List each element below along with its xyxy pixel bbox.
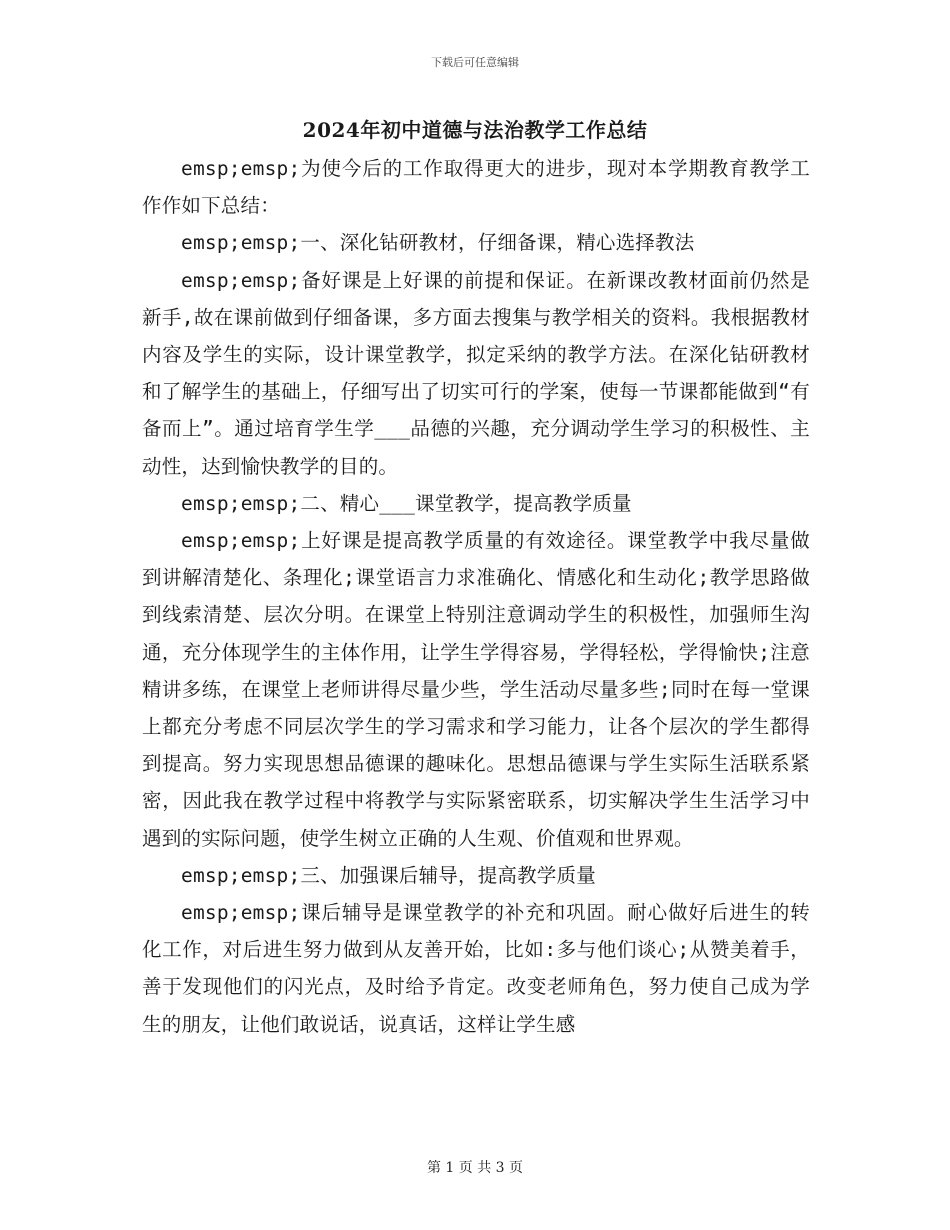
paragraph-section-2: emsp;emsp;上好课是提高教学质量的有效途径。课堂教学中我尽量做到讲解清楚化、条理化;课堂语言力求准确化、情感化和生动化;教学思路做到线索清楚、层次分明。在课堂上特别注意调动学生的积极性，加强师生沟通，充分体现学生的主体作用，让学生学得容易，学得轻松，学得愉快;注意精讲多练，在课堂上老师讲得尽量少些，学生活动尽量多些;同时在每一堂课上都充分考虑不同层次学生的学习需求和学习能力，让各个层次的学生都得到提高。努力实现思想品德课的趣味化。思想品德课与学生实际生活联系紧密，因此我在教学过程中将教学与实际紧密联系，切实解决学生生活学习中遇到的实际问题，使学生树立正确的人生观、价值观和世界观。 [142,529,810,850]
section-heading-3: emsp;emsp;三、加强课后辅导，提高教学质量 [181,863,596,887]
paragraph-section-3: emsp;emsp;课后辅导是课堂教学的补充和巩固。耐心做好后进生的转化工作，对后进生努力做到从友善开始，比如:多与他们谈心;从赞美着手，善于发现他们的闪光点，及时给予肯定。改变老师角色，努力使自己成为学生的朋友，让他们敢说话，说真话，这样让学生感 [142,901,810,1036]
header-note: 下载后可任意编辑 [431,56,519,69]
document-title: 2024年初中道德与法治教学工作总结 [302,118,648,142]
section-heading-1: emsp;emsp;一、深化钻研教材，仔细备课，精心选择教法 [181,231,695,255]
section-heading-2: emsp;emsp;二、精心___课堂教学，提高教学质量 [181,491,632,515]
document-body [142,150,810,1043]
page-number-footer: 第 1 页 共 3 页 [426,1160,524,1176]
paragraph-section-1: emsp;emsp;备好课是上好课的前提和保证。在新课改教材面前仍然是新手,故在课前做到仔细备课，多方面去搜集与教学相关的资料。我根据教材内容及学生的实际，设计课堂教学，拟定采纳的教学方法。在深化钻研教材和了解学生的基础上，仔细写出了切实可行的学案，使每一节课都能做到“有备而上”。通过培育学生学___品德的兴趣，充分调动学生学习的积极性、主动性，达到愉快教学的目的。 [142,268,810,478]
paragraph-intro: emsp;emsp;为使今后的工作取得更大的进步，现对本学期教育教学工作作如下总结： [142,157,810,218]
